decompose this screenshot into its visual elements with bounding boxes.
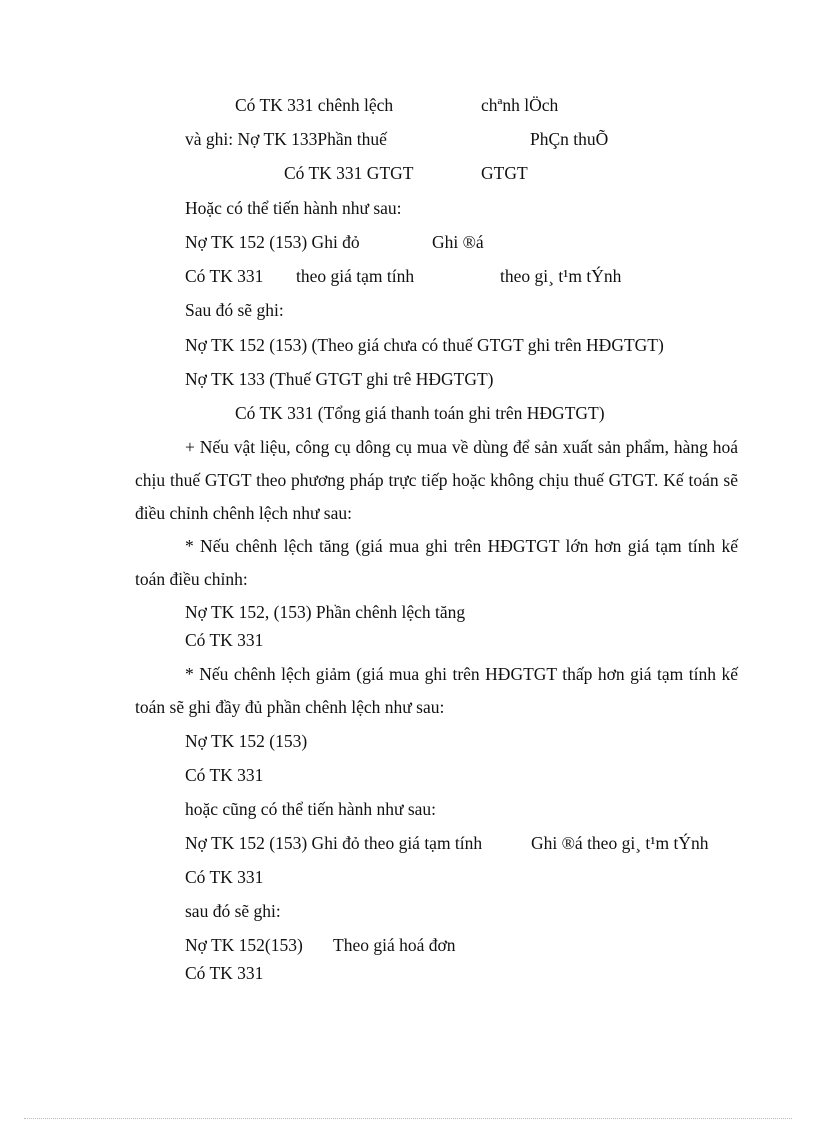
line-alternative-method: Hoặc có thể tiến hành như sau: (185, 198, 402, 218)
line-debit-pre-tax-price: Nợ TK 152 (153) (Theo giá chưa có thuế GTGT ghi trên HĐGTGT) (185, 335, 664, 355)
line-debit-vat: Nợ TK 133 (Thuế GTGT ghi trê HĐGTGT) (185, 369, 494, 389)
line-credit-total-payment: Có TK 331 (Tổng giá thanh toán ghi trên HĐGTGT) (235, 403, 605, 423)
line-credit-increase: Có TK 331 (185, 630, 264, 650)
line-credit-decrease: Có TK 331 (185, 765, 264, 785)
line-temporary-price-garbled: theo gi¸ t¹m tÝnh (500, 266, 622, 286)
line-credit-difference: Có TK 331 chênh lệch (235, 95, 394, 115)
line-credit-temporary-price: Có TK 331 (185, 266, 264, 286)
line-credit-invoice: Có TK 331 (185, 963, 264, 983)
line-debit-tax-portion-garbled: PhÇn thuÕ (530, 129, 609, 149)
line-debit-decrease: Nợ TK 152 (153) (185, 731, 308, 751)
line-debit-invoice-price: Nợ TK 152(153) (185, 935, 303, 955)
line-credit-difference-garbled: chªnh lÖch (481, 95, 559, 115)
line-then-record-2: sau đó sẽ ghi: (185, 901, 281, 921)
paragraph-direct-method: + Nếu vật liệu, công cụ dông cụ mua về dùng để sản xuất sản phẩm, hàng hoá chịu thuế GTGT theo phương pháp trực tiếp hoặc không chịu thuế GTGT. Kế toán sẽ điều chỉnh chênh lệch như sau: (135, 437, 738, 523)
line-temporary-price-label: theo giá tạm tính (296, 266, 415, 286)
line-debit-red-entry-garbled: Ghi ®á (432, 232, 484, 252)
line-alternative-method-2: hoặc cũng có thể tiến hành như sau: (185, 799, 437, 819)
line-debit-red-temporary-garbled: Ghi ®á theo gi¸ t¹m tÝnh (531, 833, 709, 853)
page-bottom-dotted-rule (24, 1118, 792, 1119)
line-then-record: Sau đó sẽ ghi: (185, 300, 284, 320)
line-debit-tax-portion: và ghi: Nợ TK 133Phần thuế (185, 129, 387, 149)
line-debit-increase: Nợ TK 152, (153) Phần chênh lệch tăng (185, 602, 466, 622)
line-credit-gtgt-garbled: GTGT (481, 163, 528, 183)
line-debit-red-entry: Nợ TK 152 (153) Ghi đỏ (185, 232, 360, 252)
line-debit-red-temporary: Nợ TK 152 (153) Ghi đỏ theo giá tạm tính (185, 833, 483, 853)
paragraph-decrease-difference: * Nếu chênh lệch giảm (giá mua ghi trên HĐGTGT thấp hơn giá tạm tính kế toán sẽ ghi đầy đủ phần chênh lệch như sau: (135, 664, 738, 717)
line-invoice-price-label: Theo giá hoá đơn (333, 935, 456, 955)
line-credit-red-temporary: Có TK 331 (185, 867, 264, 887)
line-credit-gtgt: Có TK 331 GTGT (284, 163, 414, 183)
paragraph-increase-difference: * Nếu chênh lệch tăng (giá mua ghi trên HĐGTGT lớn hơn giá tạm tính kế toán điều chỉnh: (135, 536, 738, 589)
